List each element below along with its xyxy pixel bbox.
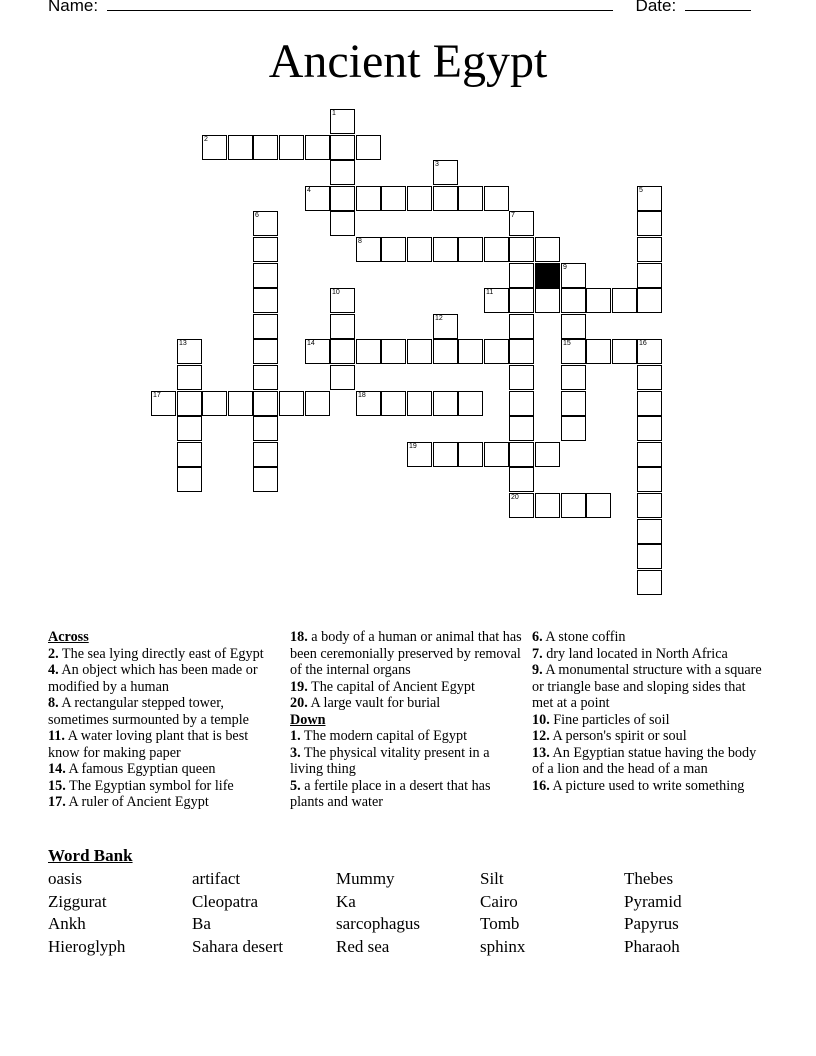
grid-cell[interactable] <box>561 493 586 518</box>
word-bank-word: Pharaoh <box>624 936 680 956</box>
grid-cell[interactable] <box>509 416 534 441</box>
grid-cell[interactable] <box>458 339 483 364</box>
grid-cell[interactable] <box>535 288 560 313</box>
grid-cell[interactable] <box>253 391 278 416</box>
grid-cell[interactable] <box>177 442 202 467</box>
grid-cell[interactable] <box>356 391 381 416</box>
grid-cell[interactable] <box>509 314 534 339</box>
grid-cell[interactable] <box>509 211 534 236</box>
grid-cell[interactable] <box>433 391 458 416</box>
across-clue: 17. A ruler of Ancient Egypt <box>48 794 209 810</box>
grid-cell[interactable] <box>484 339 509 364</box>
page-title: Ancient Egypt <box>268 35 548 88</box>
grid-cell[interactable] <box>458 442 483 467</box>
grid-cell[interactable] <box>484 288 509 313</box>
grid-cell[interactable] <box>228 391 253 416</box>
grid-cell[interactable] <box>177 339 202 364</box>
word-bank-word: oasis <box>48 869 82 888</box>
clue-number-16: 16 <box>639 340 647 347</box>
grid-cell[interactable] <box>381 237 406 262</box>
grid-cell[interactable] <box>330 135 355 160</box>
grid-cell[interactable] <box>637 237 662 262</box>
grid-cell[interactable] <box>253 237 278 262</box>
grid-cell[interactable] <box>637 263 662 288</box>
clue-number-3: 3 <box>435 161 439 168</box>
name-label: Name: <box>48 0 99 15</box>
grid-cell[interactable] <box>330 160 355 185</box>
grid-cell[interactable] <box>637 493 662 518</box>
word-bank <box>48 868 768 958</box>
grid-cell[interactable] <box>279 135 304 160</box>
grid-cell[interactable] <box>561 365 586 390</box>
grid-cell[interactable] <box>330 365 355 390</box>
grid-cell[interactable] <box>561 391 586 416</box>
grid-cell[interactable] <box>509 391 534 416</box>
clue-number-13: 13 <box>179 340 187 347</box>
word-bank-word: Tomb <box>480 914 520 934</box>
clue-number-17: 17 <box>153 392 161 399</box>
grid-cell[interactable] <box>586 288 611 313</box>
grid-cell[interactable] <box>458 186 483 211</box>
grid-cell[interactable] <box>509 442 534 467</box>
grid-cell[interactable] <box>407 391 432 416</box>
grid-cell[interactable] <box>535 237 560 262</box>
grid-cell[interactable] <box>202 391 227 416</box>
across-clue: 4. An object which has been made or modified by a human <box>48 662 258 695</box>
grid-cell[interactable] <box>637 211 662 236</box>
clue-number-8: 8 <box>358 238 362 245</box>
word-bank-word: Hieroglyph <box>48 936 126 956</box>
grid-cell[interactable] <box>458 237 483 262</box>
across-clue: 19. The capital of Ancient Egypt <box>290 678 475 695</box>
grid-cell[interactable] <box>330 288 355 313</box>
grid-cell[interactable] <box>509 493 534 518</box>
grid-cell[interactable] <box>356 135 381 160</box>
grid-cell[interactable] <box>279 391 304 416</box>
clue-number-12: 12 <box>435 315 443 322</box>
down-clue: 5. a fertile place in a desert that has plants and water <box>290 777 491 810</box>
down-clue: 13. An Egyptian statue having the body of a lion and the head of a man <box>532 744 757 777</box>
down-clue: 1. The modern capital of Egypt <box>290 728 468 744</box>
grid-cell[interactable] <box>535 493 560 518</box>
clue-number-11: 11 <box>486 289 494 296</box>
grid-cell[interactable] <box>330 186 355 211</box>
grid-cell[interactable] <box>253 416 278 441</box>
grid-cell[interactable] <box>305 391 330 416</box>
grid-cell[interactable] <box>637 391 662 416</box>
word-bank-word: sarcophagus <box>336 914 421 934</box>
clue-number-20: 20 <box>511 494 519 501</box>
down-heading: Down <box>290 711 326 728</box>
word-bank-word: Red sea <box>336 936 390 956</box>
grid-cell[interactable] <box>535 442 560 467</box>
word-bank-word: Ka <box>336 891 356 911</box>
across-clue: 14. A famous Egyptian queen <box>48 761 216 777</box>
date-label: Date: <box>635 0 677 15</box>
grid-cell[interactable] <box>305 186 330 211</box>
grid-cell[interactable] <box>509 288 534 313</box>
down-clue: 6. A stone coffin <box>532 629 626 645</box>
across-clue: 11. A water loving plant that is best know for making paper <box>48 728 249 761</box>
grid-cell[interactable] <box>253 263 278 288</box>
down-clue: 16. A picture used to write something <box>532 777 745 794</box>
clues-column-3 <box>532 629 768 794</box>
grid-cell[interactable] <box>586 339 611 364</box>
grid-cell[interactable] <box>228 135 253 160</box>
grid-cell[interactable] <box>253 288 278 313</box>
grid-cell[interactable] <box>305 135 330 160</box>
clues-column-2 <box>290 629 522 811</box>
grid-cell[interactable] <box>458 391 483 416</box>
across-clue: 2. The sea lying directly east of Egypt <box>48 645 264 662</box>
down-clue: 12. A person's spirit or soul <box>532 728 687 744</box>
grid-cell[interactable] <box>253 365 278 390</box>
grid-cell[interactable] <box>637 467 662 492</box>
grid-cell[interactable] <box>637 544 662 569</box>
grid-cell[interactable] <box>561 263 586 288</box>
across-heading: Across <box>48 629 89 645</box>
grid-cell[interactable] <box>433 339 458 364</box>
grid-cell[interactable] <box>253 135 278 160</box>
grid-cell[interactable] <box>356 237 381 262</box>
grid-cell[interactable] <box>433 237 458 262</box>
grid-cell[interactable] <box>509 467 534 492</box>
grid-cell[interactable] <box>561 339 586 364</box>
grid-cell[interactable] <box>253 339 278 364</box>
clues-column-1 <box>48 629 278 811</box>
black-cell <box>535 263 560 288</box>
grid-cell[interactable] <box>637 416 662 441</box>
grid-cell[interactable] <box>177 467 202 492</box>
grid-cell[interactable] <box>637 442 662 467</box>
grid-cell[interactable] <box>407 339 432 364</box>
clue-number-9: 9 <box>563 264 567 271</box>
grid-cell[interactable] <box>509 339 534 364</box>
word-bank-word: artifact <box>192 869 241 888</box>
clue-number-6: 6 <box>255 212 259 219</box>
grid-cell[interactable] <box>381 186 406 211</box>
word-bank-word: Sahara desert <box>192 936 284 956</box>
grid-cell[interactable] <box>586 493 611 518</box>
grid-cell[interactable] <box>330 314 355 339</box>
grid-cell[interactable] <box>612 339 637 364</box>
down-clue: 3. The physical vitality present in a living thing <box>290 744 490 777</box>
down-clue: 10. Fine particles of soil <box>532 711 670 728</box>
grid-cell[interactable] <box>330 109 355 134</box>
clue-number-18: 18 <box>358 392 366 399</box>
grid-cell[interactable] <box>561 416 586 441</box>
grid-cell[interactable] <box>484 237 509 262</box>
grid-cell[interactable] <box>433 186 458 211</box>
grid-cell[interactable] <box>305 339 330 364</box>
down-clue: 7. dry land located in North Africa <box>532 645 728 662</box>
grid-cell[interactable] <box>637 570 662 595</box>
grid-cell[interactable] <box>253 467 278 492</box>
word-bank-word: Ziggurat <box>48 891 107 911</box>
grid-cell[interactable] <box>433 314 458 339</box>
across-clue: 18. a body of a human or animal that has been ceremonially preserved by removal of the internal organs <box>290 629 522 678</box>
clue-number-4: 4 <box>307 187 311 194</box>
word-bank-word: Cleopatra <box>192 891 259 911</box>
grid-cell[interactable] <box>509 365 534 390</box>
grid-cell[interactable] <box>612 288 637 313</box>
grid-cell[interactable] <box>484 442 509 467</box>
grid-cell[interactable] <box>177 391 202 416</box>
word-bank-word: Ba <box>192 914 211 934</box>
grid-cell[interactable] <box>253 211 278 236</box>
grid-cell[interactable] <box>433 442 458 467</box>
word-bank-word: Ankh <box>48 914 86 934</box>
grid-cell[interactable] <box>433 160 458 185</box>
grid-cell[interactable] <box>407 442 432 467</box>
clue-number-14: 14 <box>307 340 315 347</box>
grid-cell[interactable] <box>637 186 662 211</box>
clue-number-15: 15 <box>563 340 571 347</box>
word-bank-word: Thebes <box>624 869 674 888</box>
across-clue: 8. A rectangular stepped tower, sometimes surmounted by a temple <box>48 695 249 728</box>
grid-cell[interactable] <box>637 288 662 313</box>
grid-cell[interactable] <box>356 339 381 364</box>
grid-cell[interactable] <box>151 391 176 416</box>
grid-cell[interactable] <box>407 186 432 211</box>
across-clue: 20. A large vault for burial <box>290 695 441 711</box>
word-bank-word: Papyrus <box>624 914 679 934</box>
grid-cell[interactable] <box>381 391 406 416</box>
grid-cell[interactable] <box>637 365 662 390</box>
grid-cell[interactable] <box>177 365 202 390</box>
grid-cell[interactable] <box>637 339 662 364</box>
across-clue: 15. The Egyptian symbol for life <box>48 777 234 794</box>
word-bank-word: sphinx <box>480 936 526 956</box>
word-bank-word: Silt <box>480 869 504 888</box>
grid-cell[interactable] <box>561 314 586 339</box>
grid-cell[interactable] <box>356 186 381 211</box>
grid-cell[interactable] <box>637 519 662 544</box>
clue-number-7: 7 <box>511 212 515 219</box>
word-bank-title: Word Bank <box>48 846 133 865</box>
word-bank-word: Cairo <box>480 891 518 911</box>
grid-cell[interactable] <box>407 237 432 262</box>
grid-cell[interactable] <box>253 442 278 467</box>
clue-number-1: 1 <box>332 110 336 117</box>
clue-number-10: 10 <box>332 289 340 296</box>
word-bank-word: Mummy <box>336 869 395 888</box>
grid-cell[interactable] <box>253 314 278 339</box>
grid-cell[interactable] <box>381 339 406 364</box>
down-clue: 9. A monumental structure with a square or triangle base and sloping sides that met at a point <box>532 662 762 711</box>
grid-cell[interactable] <box>561 288 586 313</box>
clue-number-5: 5 <box>639 187 643 194</box>
grid-cell[interactable] <box>330 211 355 236</box>
grid-cell[interactable] <box>177 416 202 441</box>
grid-cell[interactable] <box>509 237 534 262</box>
clue-number-19: 19 <box>409 443 417 450</box>
grid-cell[interactable] <box>330 339 355 364</box>
word-bank-word: Pyramid <box>624 891 682 911</box>
grid-cell[interactable] <box>484 186 509 211</box>
clue-number-2: 2 <box>204 136 208 143</box>
grid-cell[interactable] <box>202 135 227 160</box>
grid-cell[interactable] <box>509 263 534 288</box>
